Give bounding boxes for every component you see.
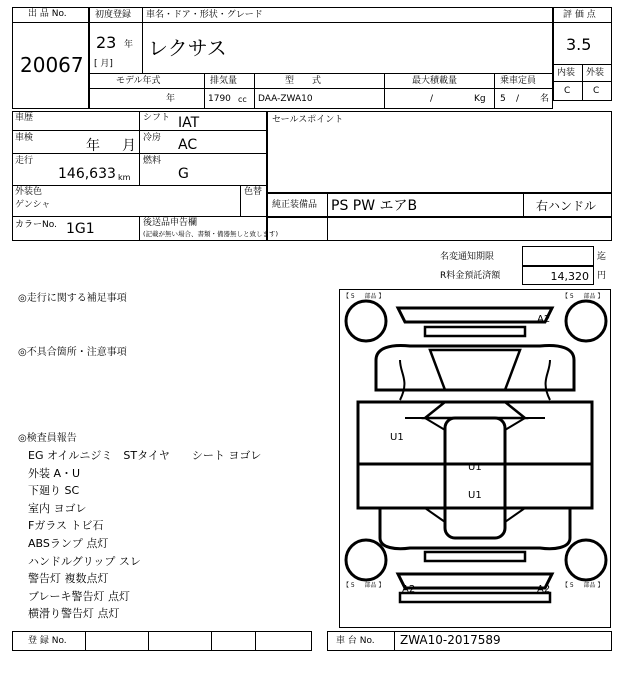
ac-value: AC xyxy=(178,137,198,153)
sales-point-label: セールスポイント xyxy=(272,115,344,125)
lot-number: 20067 xyxy=(20,53,84,77)
equipment-label: 純正装備品 xyxy=(272,200,318,210)
color-change-label: 色替 xyxy=(244,187,263,197)
capacity-slash: / xyxy=(516,94,520,104)
damage-mark-rear-left: A2 xyxy=(402,584,416,595)
lot-label: 出 品 No. xyxy=(28,9,67,19)
interior-label: 内装 xyxy=(557,68,576,78)
first-reg-year: 23 xyxy=(96,33,117,52)
tire-rr-label: 【 5 部品 】 xyxy=(562,582,604,589)
displacement-value: 1790 xyxy=(208,94,231,104)
tire-fr-label: 【 5 部品 】 xyxy=(562,293,604,300)
color-no-value: 1G1 xyxy=(66,221,95,237)
tire-front-right xyxy=(566,301,606,341)
damage-mark-roof-front: U1 xyxy=(468,462,482,473)
type-value: DAA-ZWA10 xyxy=(258,94,313,104)
defect-notes-label: ◎不具合箇所・注意事項 xyxy=(18,347,127,358)
inspector-report-label: ◎検査員報告 xyxy=(18,433,77,444)
max-load-label: 最大積載量 xyxy=(412,76,458,86)
recycle-value: 14,320 xyxy=(550,270,589,283)
inspector-line: 下廻り SC xyxy=(28,484,80,498)
inspection-year-unit: 年 xyxy=(86,138,100,154)
inspector-line: 横滑り警告灯 点灯 xyxy=(28,607,120,621)
km-unit: km xyxy=(118,173,131,182)
car-name-label: 車名・ドア・形状・グレード xyxy=(146,10,263,20)
color-no-label: カラーNo. xyxy=(15,220,57,230)
car-name: レクサス xyxy=(148,36,227,60)
mileage-label: 走行 xyxy=(15,156,34,166)
kg-unit: Kg xyxy=(474,94,486,104)
score-label: 評 価 点 xyxy=(563,10,596,20)
inspector-line: ABSランプ 点灯 xyxy=(28,536,109,550)
inspector-line: EG オイルニジミ STタイヤ シート ヨゴレ xyxy=(28,449,262,462)
tire-rl-label: 【 5 部品 】 xyxy=(343,582,385,589)
inspector-line: 外装 A・U xyxy=(28,466,81,480)
interior-grade: C xyxy=(564,86,571,96)
damage-mark-left-side: U1 xyxy=(390,432,404,443)
inspection-month-unit: 月 xyxy=(122,138,136,154)
inspection-label: 車検 xyxy=(15,133,34,143)
tire-rear-left xyxy=(346,540,386,580)
inspector-line: Fガラス トビ石 xyxy=(28,519,104,533)
score-value: 3.5 xyxy=(566,35,592,54)
chassis-label: 車 台 No. xyxy=(336,636,375,646)
aftermarket-note: (記載が無い場合、書類・備器無しと致します) xyxy=(143,230,279,238)
first-reg-label: 初度登録 xyxy=(95,10,132,20)
name-change-box xyxy=(522,246,594,266)
fuel-label: 燃料 xyxy=(143,156,162,166)
aftermarket-box xyxy=(267,217,612,241)
capacity-unit: 名 xyxy=(540,94,550,104)
chassis-number: ZWA10-2017589 xyxy=(400,633,501,647)
history-label: 車歴 xyxy=(15,113,34,123)
driving-notes-label: ◎走行に関する補足事項 xyxy=(18,293,127,304)
name-change-label: 名変通知期限 xyxy=(440,252,495,262)
car-diagram-box xyxy=(339,289,611,628)
equipment-value: PS PW エアB xyxy=(331,198,418,214)
capacity-label: 乗車定員 xyxy=(500,76,537,86)
ac-label: 冷房 xyxy=(143,133,162,143)
max-load-slash: / xyxy=(430,94,434,104)
registration-label: 登 録 No. xyxy=(28,636,67,646)
type-label: 型 式 xyxy=(285,76,322,86)
cc-unit: cc xyxy=(238,95,247,104)
car-body-diagram xyxy=(340,290,610,627)
recycle-label: R料金預託済額 xyxy=(440,271,501,281)
shift-value: IAT xyxy=(178,115,200,131)
aftermarket-label: 後送品申告欄 xyxy=(143,218,198,228)
inspector-line: ハンドルグリップ スレ xyxy=(28,554,141,568)
model-year-unit: 年 xyxy=(166,94,176,104)
year-unit: 年 xyxy=(124,40,134,50)
exterior-grade: C xyxy=(593,86,600,96)
damage-mark-roof-rear: U1 xyxy=(468,490,482,501)
exterior-label: 外装 xyxy=(586,68,605,78)
ext-color-label: 外装色 xyxy=(15,187,43,197)
tire-rear-right xyxy=(566,540,606,580)
recycle-unit: 円 xyxy=(597,271,607,281)
damage-mark-front-bumper: A2 xyxy=(537,314,551,325)
name-change-unit: 迄 xyxy=(597,252,607,262)
tire-front-left xyxy=(346,301,386,341)
fuel-value: G xyxy=(178,166,189,182)
inspector-line: 警告灯 複数点灯 xyxy=(28,572,109,586)
inspector-line: 室内 ヨゴレ xyxy=(28,501,87,515)
month-bracket: [ 月] xyxy=(94,59,113,69)
recycle-box xyxy=(522,266,594,285)
tire-fl-label: 【 5 部品 】 xyxy=(343,293,385,300)
inspector-line: ブレーキ警告灯 点灯 xyxy=(28,589,131,603)
inspector-report-lines xyxy=(28,447,318,623)
handle-value: 右ハンドル xyxy=(536,199,597,213)
ext-color-value: ゲンシャ xyxy=(15,200,51,210)
mileage-value: 146,633 xyxy=(58,166,116,182)
displacement-label: 排気量 xyxy=(210,76,238,86)
capacity-value: 5 xyxy=(500,94,506,104)
shift-label: シフト xyxy=(143,113,171,123)
damage-mark-rear-right: A2 xyxy=(537,584,551,595)
model-year-label: モデル年式 xyxy=(116,76,161,86)
